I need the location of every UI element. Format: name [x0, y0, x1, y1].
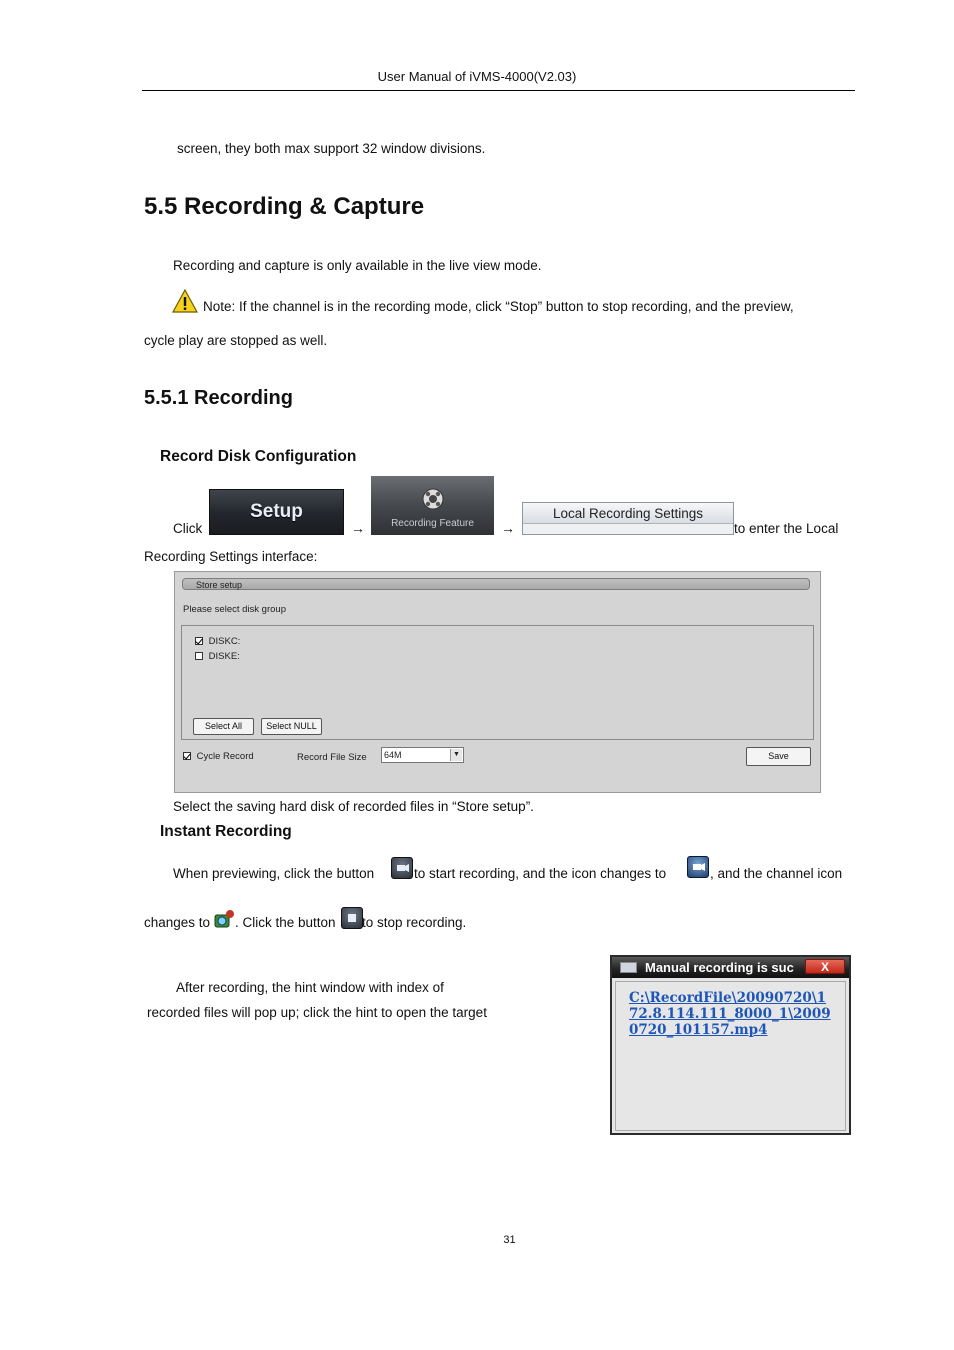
click-path-tail: to enter the Local: [734, 521, 839, 536]
gear-icon: [420, 486, 446, 512]
page-header: User Manual of iVMS-4000(V2.03): [377, 69, 577, 84]
disk-c-label: DISKC:: [208, 636, 241, 647]
disk-option-c[interactable]: [195, 636, 240, 647]
recording-icon: [687, 856, 709, 878]
note-text-continued: cycle play are stopped as well.: [144, 333, 328, 348]
arrow-2: →: [501, 520, 515, 536]
subsection-title: 5.5.1 Recording: [144, 387, 293, 409]
record-stop-icon[interactable]: [341, 907, 363, 929]
header-rule: [142, 90, 855, 91]
store-setup-title: Store setup: [182, 578, 810, 590]
hint-title: Manual recording is suc: [645, 960, 794, 975]
disk-c-checkbox[interactable]: [195, 637, 203, 645]
click-label: Click: [173, 521, 203, 536]
disk-e-checkbox[interactable]: [195, 652, 203, 660]
after-recording-text-1: After recording, the hint window with index of: [176, 980, 444, 995]
mail-icon: [620, 962, 637, 973]
local-recording-settings-tab[interactable]: [522, 502, 734, 535]
cycle-record-checkbox[interactable]: [183, 752, 191, 760]
disk-config-heading: Record Disk Configuration: [160, 448, 357, 465]
intro-text: screen, they both max support 32 window divisions.: [177, 141, 486, 156]
store-setup-caption: Select the saving hard disk of recorded files in “Store setup”.: [173, 799, 534, 814]
instant-text-2b: . Click the button: [235, 915, 336, 930]
disk-group-box: [181, 625, 814, 740]
store-setup-panel: [174, 571, 821, 793]
warning-icon: [172, 289, 198, 313]
manual-recording-hint-window[interactable]: [610, 955, 851, 1135]
page-number: 31: [503, 1234, 516, 1246]
cycle-record-option[interactable]: [183, 751, 254, 762]
cycle-record-label: Cycle Record: [196, 751, 254, 762]
instant-recording-heading: Instant Recording: [160, 823, 292, 840]
instant-text-2c: to stop recording.: [362, 915, 467, 930]
note-text: Note: If the channel is in the recording mode, click “Stop” button to stop recording, and the preview,: [203, 299, 794, 314]
instant-text-1a: When previewing, click the button: [173, 866, 375, 881]
disk-group-prompt: Please select disk group: [183, 604, 286, 615]
channel-recording-icon: [213, 909, 235, 931]
disk-e-label: DISKE:: [208, 651, 240, 662]
instant-text-2a: changes to: [144, 915, 211, 930]
file-size-select[interactable]: [381, 747, 464, 763]
hint-title-bar: [612, 957, 849, 978]
after-recording-text-2: recorded files will pop up; click the hint to open the target: [147, 1005, 487, 1020]
instant-text-1c: , and the channel icon: [710, 866, 843, 881]
arrow-1: →: [351, 520, 365, 536]
record-start-icon[interactable]: [391, 857, 413, 879]
close-icon[interactable]: X: [805, 959, 845, 974]
setup-button[interactable]: Setup: [209, 489, 344, 535]
recording-feature-button[interactable]: [371, 476, 494, 535]
chevron-down-icon[interactable]: ▼: [450, 749, 462, 761]
select-all-button[interactable]: Select All: [193, 718, 254, 735]
section-title: 5.5 Recording & Capture: [144, 193, 425, 220]
file-size-label: Record File Size: [297, 752, 367, 763]
section-paragraph: Recording and capture is only available in the live view mode.: [173, 258, 542, 273]
file-size-value: 64M: [384, 750, 402, 760]
disk-option-e[interactable]: [195, 651, 240, 662]
save-button[interactable]: Save: [746, 747, 811, 766]
instant-text-1b: to start recording, and the icon changes to: [414, 866, 667, 881]
record-file-link[interactable]: C:\RecordFile\20090720\172.8.114.111_8000_1\20090720_101157.mp4: [629, 990, 831, 1038]
select-null-button[interactable]: Select NULL: [261, 718, 322, 735]
recording-feature-label: Recording Feature: [391, 518, 474, 529]
local-recording-settings-label: Local Recording Settings: [523, 503, 733, 524]
click-path-line2: Recording Settings interface:: [144, 549, 318, 564]
